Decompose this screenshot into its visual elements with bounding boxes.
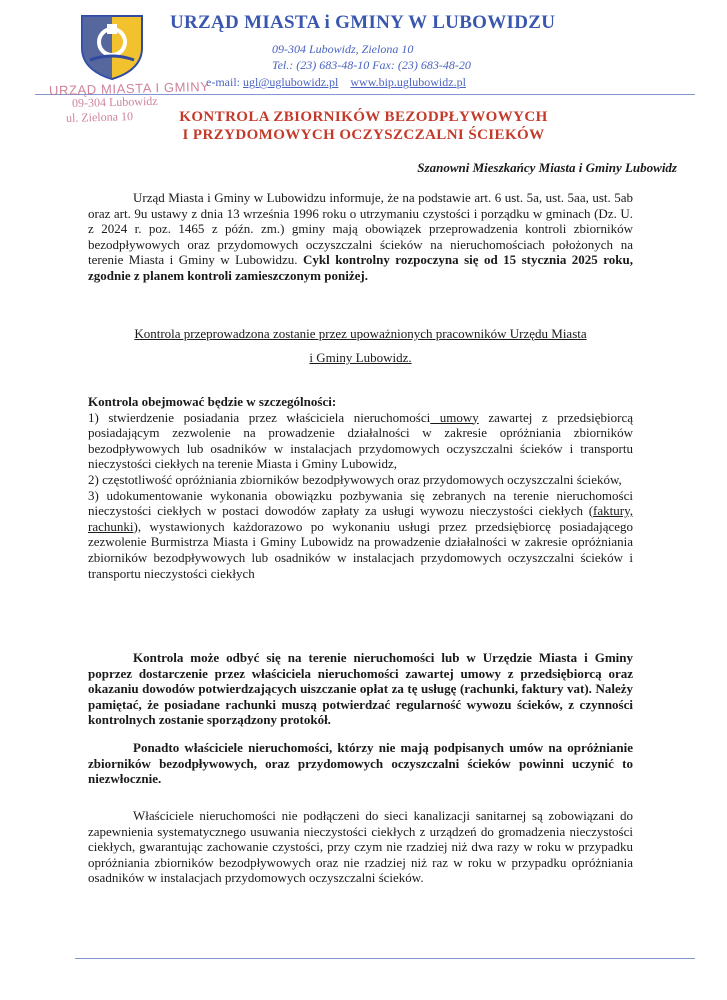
intro-bold: Cykl kontrolny rozpoczyna się od 15 stycznia 2025 roku, zgodnie z planem kontroli zamieszczonym poniżej.	[88, 252, 633, 283]
scope-item-3-rest: ), wystawionych każdorazowo po wykonaniu usługi przez przedsiębiorcę posiadającego zezwolenie Burmistrza Miasta i Gminy Lubowidz na prowadzenie działalności w zakresie opróżniania zbiorników bezodpływowych lub osadników w instalacjach przydomowych oczyszczalni ścieków i transportu nieczystości ciekłych	[88, 518, 633, 581]
title-line-1: KONTROLA ZBIORNIKÓW BEZODPŁYWOWYCH	[179, 109, 548, 125]
notice	[88, 322, 633, 370]
scope-item-3-text: 3) udokumentowanie wykonania obowiązku pozbywania się zebranych na terenie nieruchomości nieczystości ciekłych w postaci dowodów zapłaty za usługi wywozu nieczystości ciekłych (	[88, 487, 633, 519]
scope-item-1-text: 1) stwierdzenie posiadania przez właściciela nieruchomości	[88, 409, 431, 425]
place-note: Kontrola może odbyć się na terenie nieruchomości lub w Urzędzie Miasta i Gminy poprzez dostarczenie przez właściciela nieruchomości zawartej umowy z przedsiębiorcą oraz okazaniu dowodów potwierdzających uiszczanie opłat za tę usługę (rachunki, faktury vat). Należy pamiętać, że posiadane rachunki muszą potwierdzać regularność wywozu ścieków, z czynności kontrolnych zostanie sporządzony protokół.	[88, 650, 633, 728]
scope-item-3	[88, 488, 633, 582]
org-phone-fax: Tel.: (23) 683-48-10 Fax: (23) 683-48-20	[272, 58, 471, 72]
title-line-2: I PRZYDOMOWYCH OCZYSZCZALNI ŚCIEKÓW	[182, 127, 545, 143]
obligation-paragraph: Właściciele nieruchomości nie podłączeni do sieci kanalizacji sanitarnej są zobowiązani do zapewnienia systematycznego usuwania nieczystości ciekłych z urządzeń do gromadzenia nieczystości ciekłych, gwarantując zachowanie czystości, przy czym nie rzadziej niż dwa razy w roku w przypadku opróżniania zbiorników bezodpływowych oraz nie rzadziej niż raz w roku w przypadku opróżniania osadników w instalacjach przydomowych oczyszczalni ścieków.	[88, 808, 633, 886]
scope-item-1	[88, 410, 633, 472]
coat-of-arms-icon	[76, 12, 148, 80]
scope-section	[88, 394, 633, 581]
greeting: Szanowni Mieszkańcy Miasta i Gminy Lubowidz	[417, 160, 677, 175]
email-link[interactable]: ugl@uglubowidz.pl	[242, 75, 339, 89]
org-name: URZĄD MIASTA i GMINY W LUBOWIDZU	[170, 12, 556, 33]
email-label: e-mail:	[206, 75, 240, 89]
intro-paragraph	[88, 190, 633, 284]
org-contact-line	[206, 75, 466, 90]
org-address: 09-304 Lubowidz, Zielona 10	[272, 42, 414, 56]
scope-item-3-underlined: faktury, rachunki	[88, 503, 633, 534]
website-link[interactable]: www.bip.uglubowidz.pl	[350, 75, 466, 89]
stamp-address: 09-304 Lubowidz	[71, 93, 158, 111]
stamp-street: ul. Zielona 10	[65, 109, 134, 125]
notice-line-1: Kontrola przeprowadzona zostanie przez upoważnionych pracowników Urzędu Miasta	[134, 326, 587, 341]
contracts-note: Ponadto właściciele nieruchomości, którzy nie mają podpisanych umów na opróżnianie zbiorników bezodpływowych, oraz przydomowych oczyszczalni ścieków powinni uczynić to niezwłocznie.	[88, 740, 633, 787]
scope-item-1-rest: zawartej z przedsiębiorcą posiadającym zezwolenie na prowadzenie działalności w zakresie opróżniania zbiorników bezodpływowych lub osadników w instalacjach przydomowych oczyszczalni ścieków i transportu nieczystości ciekłych na terenie Miasta i Gminy Lubowidz,	[88, 409, 634, 472]
notice-line-2: i Gminy Lubowidz.	[309, 350, 412, 365]
footer-divider	[75, 958, 695, 959]
scope-item-2: 2) częstotliwość opróżniania zbiorników bezodpływowych oraz przydomowych oczyszczalni ścieków,	[88, 471, 622, 487]
scope-heading: Kontrola obejmować będzie w szczególności:	[88, 394, 337, 409]
intro-text: Urząd Miasta i Gminy w Lubowidzu informuje, że na podstawie art. 6 ust. 5a, ust. 5aa, ust. 5ab oraz art. 9u ustawy z dnia 13 września 1996 roku o utrzymaniu czystości i porządku w gminach (Dz. U. z 2024 r. poz. 1465 z późn. zm.) gminy mają obowiązek przeprowadzenia kontroli zbiorników bezodpływowych oraz przydomowych oczyszczalni ścieków na nieruchomościach położonych na terenie Miasta i Gminy w Lubowidzu.	[88, 190, 633, 268]
stamp-name: URZĄD MIASTA I GMINY	[48, 78, 210, 99]
scope-item-1-underlined: umowy	[430, 409, 479, 425]
document-title	[0, 108, 727, 144]
